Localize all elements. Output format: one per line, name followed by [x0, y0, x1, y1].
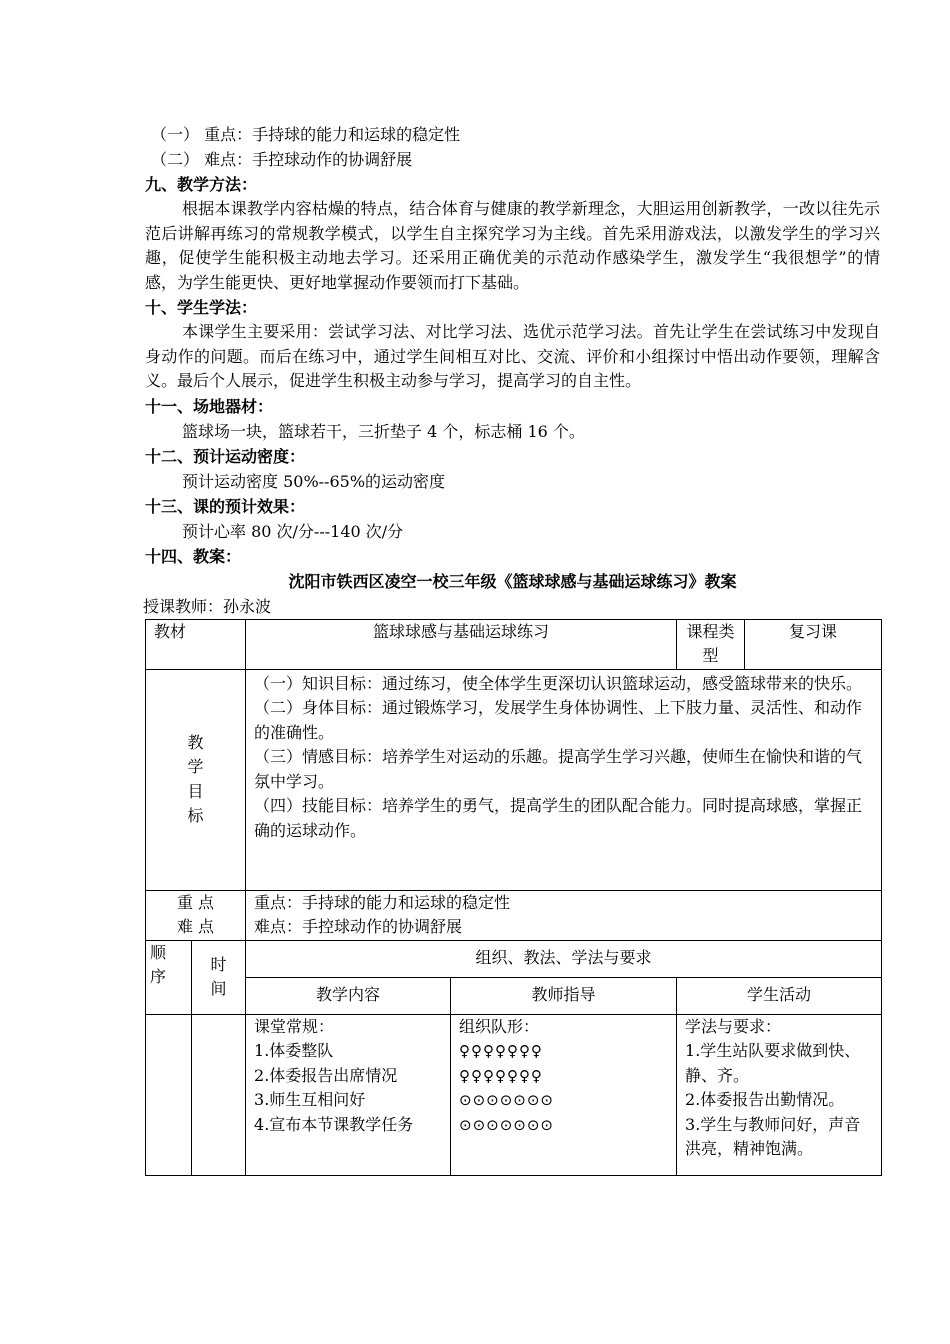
table-keypoint: 重点：手持球的能力和运球的稳定性	[254, 892, 511, 912]
org-header: 组织、教法、学法与要求	[246, 940, 882, 977]
student-title: 学法与要求：	[685, 1016, 782, 1036]
goals-label: 教 学 目 标	[146, 669, 246, 890]
goals-cell	[246, 669, 882, 890]
section12-body: 预计运动密度 50%--65%的运动密度	[182, 471, 446, 491]
course-type-value: 复习课	[745, 619, 882, 669]
student-cell	[677, 1014, 882, 1175]
section13-body: 预计心率 80 次/分---140 次/分	[182, 521, 404, 541]
formation-row-4: ⊙⊙⊙⊙⊙⊙⊙	[459, 1115, 554, 1134]
teacher-cell	[451, 1014, 677, 1175]
section9-heading: 九、教学方法：	[145, 175, 258, 194]
student-item-1: 1.学生站队要求做到快、静、齐。	[685, 1041, 861, 1085]
content-item-1: 1.体委整队	[254, 1041, 334, 1060]
document-page	[145, 122, 880, 1176]
time-cell	[192, 1014, 246, 1175]
goal-skill: （四）技能目标：培养学生的勇气，提高学生的团队配合能力。同时提高球感，掌握正确的运球动作。	[254, 796, 863, 840]
routine-row	[146, 1014, 882, 1175]
order-cell	[146, 1014, 192, 1175]
section9-body: 根据本课教学内容枯燥的特点，结合体育与健康的教学新理念，大胆运用创新教学，一改以往先示范后讲解再练习的常规教学模式，以学生自主探究学习为主线。首先采用游戏法，以激发学生的学习兴趣，促使学生能积极主动地去学习。还采用正确优美的示范动作感染学生，激发学生“我很想学”的情感，为学生能更快、更好地掌握动作要领而打下基础。	[145, 199, 880, 292]
course-type-label: 课程类型	[677, 619, 745, 669]
goal-emotional: （三）情感目标：培养学生对运动的乐趣。提高学生学习兴趣，使师生在愉快和谐的气氛中学习。	[254, 747, 863, 791]
formation-row-2: ♀♀♀♀♀♀♀	[459, 1066, 543, 1085]
content-item-2: 2.体委报告出席情况	[254, 1065, 398, 1085]
section13-heading: 十三、课的预计效果：	[145, 496, 306, 516]
content-cell	[246, 1014, 451, 1175]
table-difficulty: 难点：手控球动作的协调舒展	[254, 917, 463, 936]
content-title: 课堂常规：	[254, 1016, 335, 1036]
formation-row-1: ♀♀♀♀♀♀♀	[459, 1042, 543, 1060]
lesson-plan-title: 沈阳市铁西区凌空一校三年级《篮球球感与基础运球练习》教案	[288, 571, 737, 591]
col-content: 教学内容	[246, 977, 451, 1014]
difficulty-line: （二） 难点：手控球动作的协调舒展	[151, 150, 413, 169]
org-header-row	[146, 940, 882, 977]
section10-body: 本课学生主要采用：尝试学习法、对比学习法、选优示范学习法。首先让学生在尝试练习中发现自身动作的问题。而后在练习中，通过学生间相互对比、交流、评价和小组探讨中悟出动作要领，理解含义。最后个人展示，促进学生积极主动参与学习，提高学习的自主性。	[145, 322, 880, 390]
columns-row	[146, 977, 882, 1014]
formation-row-3: ⊙⊙⊙⊙⊙⊙⊙	[459, 1091, 554, 1109]
material-row	[146, 619, 882, 669]
material-value: 篮球球感与基础运球练习	[246, 619, 677, 669]
section14-heading: 十四、教案：	[145, 546, 242, 566]
section11-heading: 十一、场地器材：	[145, 396, 274, 416]
key-point-line: （一） 重点：手持球的能力和运球的稳定性	[151, 125, 461, 144]
time-label: 时 间	[192, 940, 246, 1014]
col-teacher: 教师指导	[451, 977, 677, 1014]
order-label: 顺 序	[146, 940, 192, 1014]
teacher-title: 组织队形：	[459, 1016, 540, 1036]
section12-heading: 十二、预计运动密度：	[145, 446, 306, 466]
student-item-3: 3.学生与教师问好，声音洪亮，精神饱满。	[685, 1114, 861, 1158]
col-student: 学生活动	[677, 977, 882, 1014]
keypoints-label-2: 难 点	[176, 917, 215, 936]
goals-row	[146, 669, 882, 890]
section11-body: 篮球场一块，篮球若干，三折垫子 4 个，标志桶 16 个。	[182, 421, 585, 441]
keypoints-label-1: 重 点	[176, 892, 215, 912]
section10-heading: 十、学生学法：	[145, 298, 258, 317]
keypoints-label	[146, 890, 246, 940]
goal-knowledge: （一）知识目标：通过练习，使全体学生更深切认识篮球运动，感受篮球带来的快乐。	[254, 673, 863, 693]
material-label: 教材	[146, 619, 246, 669]
student-item-2: 2.体委报告出勤情况。	[685, 1090, 845, 1109]
lesson-plan-table	[145, 619, 882, 1176]
content-item-3: 3.师生互相问好	[254, 1090, 366, 1109]
goal-physical: （二）身体目标：通过锻炼学习，发展学生身体协调性、上下肢力量、灵活性、和动作的准确性。	[254, 698, 863, 742]
keypoints-row	[146, 890, 882, 940]
teacher-line: 授课教师：孙永波	[143, 596, 272, 616]
content-item-4: 4.宣布本节课教学任务	[254, 1114, 414, 1134]
keypoints-cell	[246, 890, 882, 940]
